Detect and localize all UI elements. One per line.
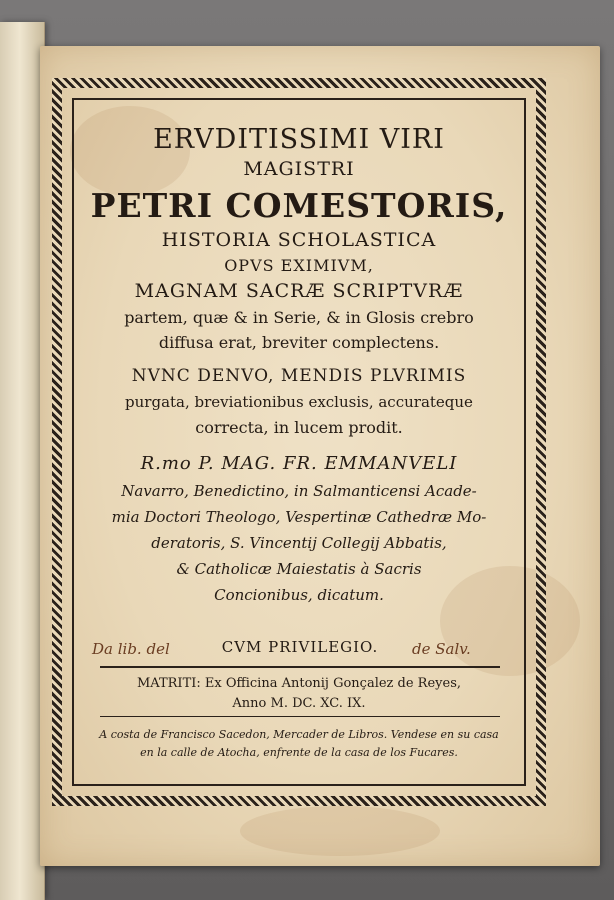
divider-rule bbox=[100, 716, 500, 717]
imprint-line-1: MATRITI: Ex Officina Antonij Gonçalez de Reyes, bbox=[136, 676, 462, 691]
title-line-5: OPVS EXIMIVM, bbox=[224, 256, 374, 275]
foxing-stain bbox=[240, 806, 440, 856]
imprint-line-2: Anno M. DC. XC. IX. bbox=[232, 696, 366, 711]
dedication-line-4: deratoris, S. Vincentij Collegij Abbatis, bbox=[151, 534, 447, 552]
book-spine-edge bbox=[0, 22, 45, 900]
title-line-10: purgata, breviationibus exclusis, accurateque bbox=[125, 393, 473, 411]
title-line-6: MAGNAM SACRÆ SCRIPTVRÆ bbox=[134, 280, 464, 302]
dedication-line-3: mia Doctori Theologo, Vespertinæ Cathedræ Mo- bbox=[111, 508, 487, 526]
dedication-line-2: Navarro, Benedictino, in Salmanticensi Acade- bbox=[121, 482, 477, 500]
title-line-3: PETRI COMESTORIS, bbox=[90, 186, 508, 225]
title-line-8: diffusa erat, breviter complectens. bbox=[158, 333, 440, 352]
title-line-2: MAGISTRI bbox=[243, 158, 355, 180]
privilege-line: CVM PRIVILEGIO. bbox=[221, 638, 379, 656]
handwritten-note-right: de Salv. bbox=[412, 640, 471, 658]
seller-line-2: en la calle de Atocha, enfrente de la casa de los Fucares. bbox=[140, 746, 458, 759]
dedication-line-1: R.mo P. MAG. FR. EMMANVELI bbox=[140, 453, 458, 474]
divider-rule bbox=[100, 666, 500, 668]
handwritten-note-left: Da lib. del bbox=[92, 640, 170, 658]
title-line-9: NVNC DENVO, MENDIS PLVRIMIS bbox=[131, 366, 467, 386]
seller-line-1: A costa de Francisco Sacedon, Mercader de Libros. Vendese en su casa bbox=[99, 728, 499, 741]
title-line-1: ERVDITISSIMI VIRI bbox=[153, 124, 445, 155]
title-line-4: HISTORIA SCHOLASTICA bbox=[161, 229, 437, 251]
dedication-line-5: & Catholicæ Maiestatis à Sacris bbox=[176, 560, 422, 578]
title-line-7: partem, quæ & in Serie, & in Glosis crebro bbox=[124, 308, 474, 327]
dedication-line-6: Concionibus, dicatum. bbox=[214, 586, 384, 604]
title-line-11: correcta, in lucem prodit. bbox=[195, 418, 403, 437]
